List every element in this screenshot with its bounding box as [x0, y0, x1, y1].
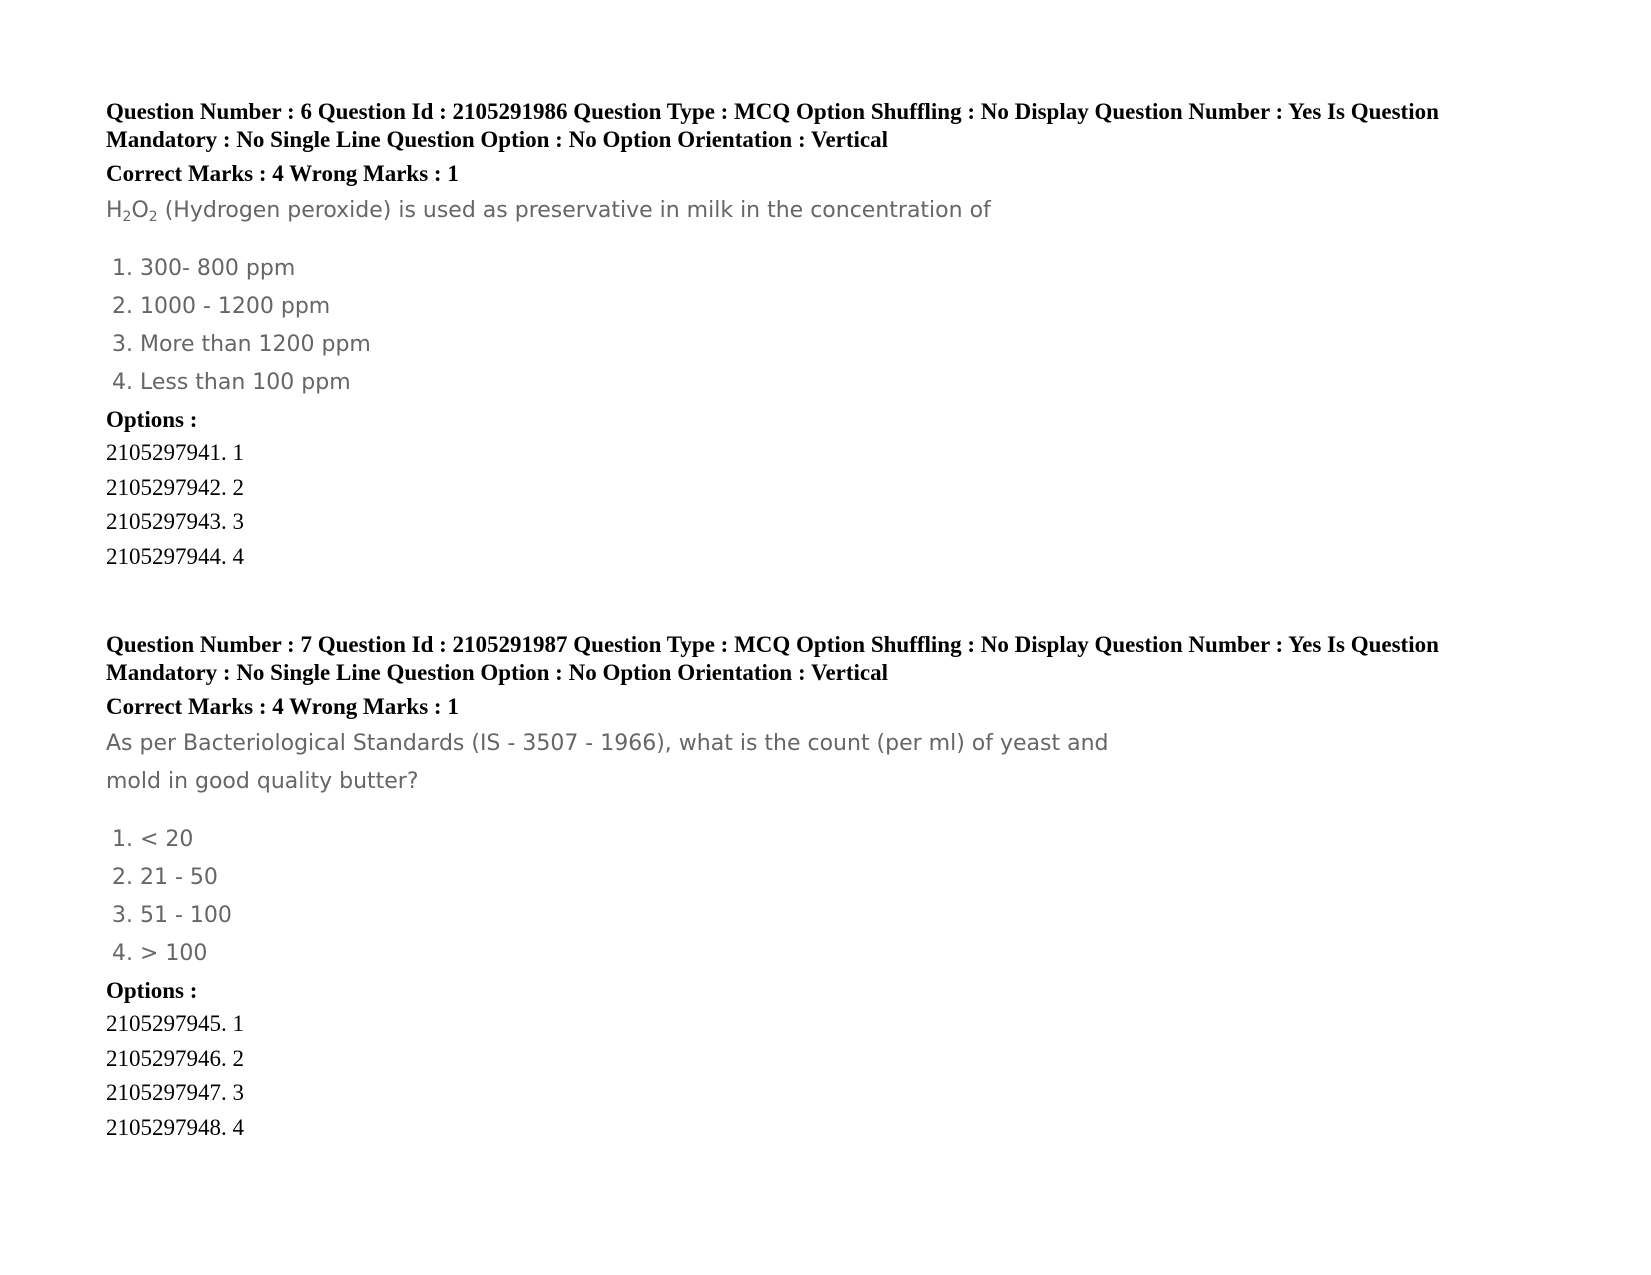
- option-id: 2105297945. 1: [106, 1011, 244, 1036]
- question-meta: [106, 631, 1439, 687]
- choice-item: 4. Less than 100 ppm: [112, 370, 351, 395]
- question-block-6: [106, 98, 1439, 574]
- question-text: [106, 192, 1439, 230]
- question-meta-line-2: Mandatory : No Single Line Question Option : No Option Orientation : Vertical: [106, 660, 889, 685]
- question-text-line-2: mold in good quality butter?: [106, 769, 419, 794]
- formula-o: O: [131, 198, 149, 223]
- choice-item: 3. 51 - 100: [112, 903, 232, 928]
- formula-sub-1: 2: [122, 209, 132, 225]
- choice-item: 2. 1000 - 1200 ppm: [112, 294, 331, 319]
- question-marks: Correct Marks : 4 Wrong Marks : 1: [106, 161, 459, 186]
- choice-item: 2. 21 - 50: [112, 865, 218, 890]
- option-id: 2105297948. 4: [106, 1114, 244, 1140]
- question-marks: Correct Marks : 4 Wrong Marks : 1: [106, 694, 459, 719]
- options-label: Options :: [106, 407, 198, 432]
- question-meta-line-2: Mandatory : No Single Line Question Option : No Option Orientation : Vertical: [106, 127, 889, 152]
- question-meta-line-1: Question Number : 6 Question Id : 2105291986 Question Type : MCQ Option Shuffling : No Display Question Number : Yes Is Question: [106, 99, 1439, 124]
- choice-item: 1. 300- 800 ppm: [112, 256, 296, 281]
- question-text-line-1: As per Bacteriological Standards (IS - 3507 - 1966), what is the count (per ml) of yeast and: [106, 731, 1109, 756]
- choice-item: 3. More than 1200 ppm: [112, 332, 371, 357]
- choice-item: 4. > 100: [112, 941, 208, 966]
- question-content: [106, 192, 1439, 402]
- choice-list: [106, 821, 1439, 973]
- option-id: 2105297944. 4: [106, 543, 244, 569]
- choice-item: 1. < 20: [112, 827, 194, 852]
- formula-sub-2: 2: [148, 209, 158, 225]
- question-content: [106, 725, 1439, 973]
- options-label: Options :: [106, 978, 198, 1003]
- choice-list: [106, 250, 1439, 402]
- option-id-list: [106, 1007, 1439, 1145]
- option-id: 2105297943. 3: [106, 509, 244, 534]
- question-meta-line-1: Question Number : 7 Question Id : 2105291987 Question Type : MCQ Option Shuffling : No Display Question Number : Yes Is Question: [106, 632, 1439, 657]
- question-meta: [106, 98, 1439, 154]
- option-id: 2105297942. 2: [106, 474, 244, 500]
- question-block-7: [106, 631, 1439, 1145]
- option-id: 2105297941. 1: [106, 440, 244, 465]
- formula-h: H: [106, 198, 123, 223]
- option-id: 2105297946. 2: [106, 1045, 244, 1071]
- option-id: 2105297947. 3: [106, 1080, 244, 1105]
- question-text-rest: (Hydrogen peroxide) is used as preservative in milk in the concentration of: [157, 198, 991, 223]
- option-id-list: [106, 436, 1439, 574]
